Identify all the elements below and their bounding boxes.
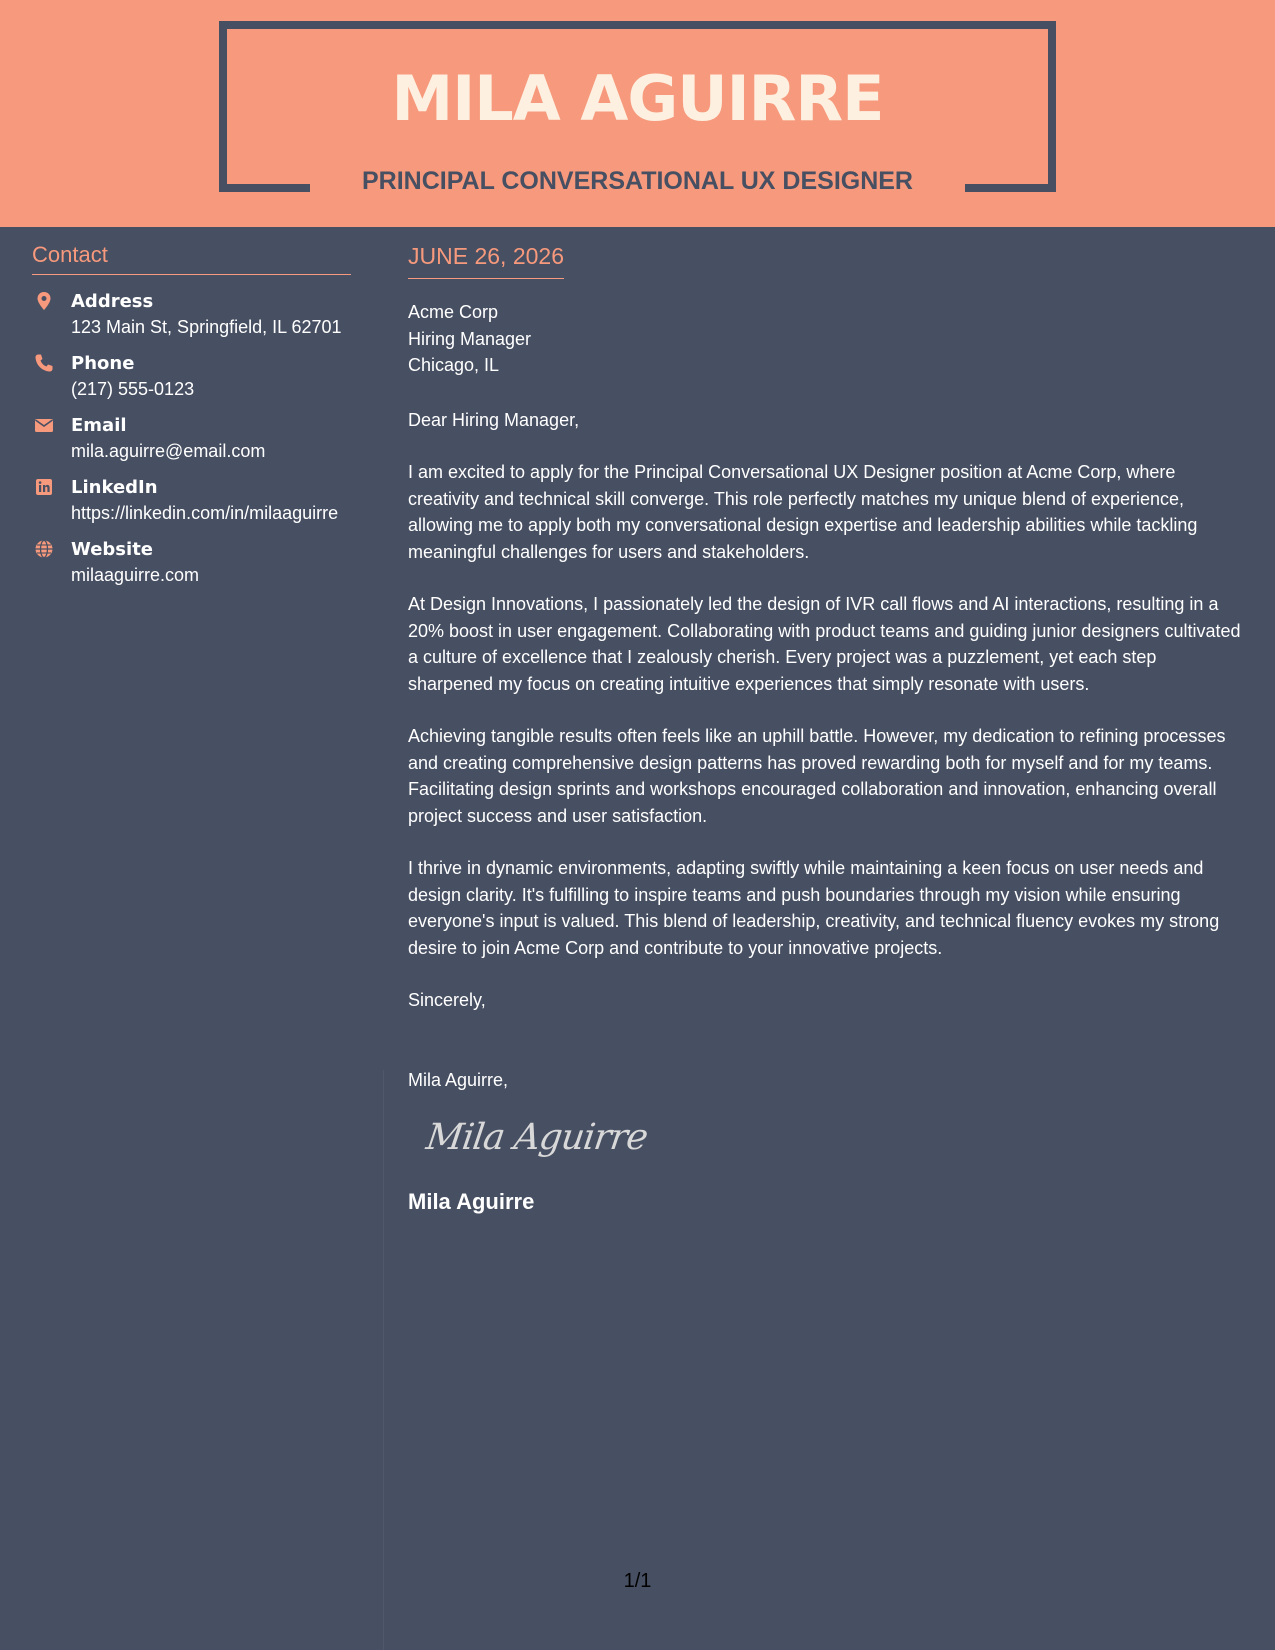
closing: Sincerely, [408,990,486,1010]
contact-website [32,537,351,587]
contact-label: LinkedIn [71,477,158,498]
handwritten-signature: Mila Aguirre [423,1117,650,1158]
contact-value: mila.aguirre@email.com [71,441,266,461]
contact-linkedin [32,475,351,525]
salutation: Dear Hiring Manager, [408,409,580,430]
recipient-role: Hiring Manager [408,328,532,349]
contact-email [32,413,351,463]
contact-sidebar [32,242,351,587]
envelope-icon [34,415,54,435]
candidate-name: MILA AGUIRRE [391,62,884,135]
letter-paragraph: Achieving tangible results often feels like an uphill battle. However, my dedication to refining processes and creating comprehensive design patterns has proved rewarding both for myself and for my teams. Facilitating design sprints and workshops encouraged collaboration and innovation, enhancing overall project success and user satisfaction. [408,726,1226,826]
letter-paragraph: I am excited to apply for the Principal Conversational UX Designer position at Acme Corp, where creativity and technical skill converge. This role perfectly matches my unique blend of experience, allowing me to apply both my conversational design expertise and leadership abilities while tackling meaningful challenges for users and stakeholders. [408,462,1198,562]
letter-paragraph: At Design Innovations, I passionately led the design of IVR call flows and AI interactions, resulting in a 20% boost in user engagement. Collaborating with product teams and guiding junior designers cultivated a culture of excellence that I zealously cherish. Every project was a puzzlement, yet each step sharpened my focus on creating intuitive experiences that simply resonate with users. [408,594,1241,694]
column-divider [383,1070,384,1650]
contact-address [32,289,351,339]
contact-value: (217) 555-0123 [71,379,195,399]
letter-paragraph: I thrive in dynamic environments, adapting swiftly while maintaining a keen focus on user needs and design clarity. It's fulfilling to inspire teams and push boundaries through my vision while ensuring everyone's input is valued. This blend of leadership, creativity, and technical fluency evokes my strong desire to join Acme Corp and contribute to your innovative projects. [408,858,1220,958]
letter-date: JUNE 26, 2026 [408,243,564,279]
contact-heading: Contact [32,242,351,275]
contact-value[interactable]: milaaguirre.com [71,565,200,585]
linkedin-icon [34,477,54,497]
contact-label: Phone [71,353,135,374]
page-number: 1/1 [623,1570,652,1592]
phone-icon [34,353,54,373]
contact-value: 123 Main St, Springfield, IL 62701 [71,317,342,337]
frame-top-border [219,21,1056,29]
signature-name: Mila Aguirre [408,1189,535,1214]
signoff-name: Mila Aguirre, [408,1069,509,1090]
map-pin-icon [34,291,54,311]
globe-icon [34,539,54,559]
recipient-block [408,299,1246,379]
contact-label: Email [71,415,127,436]
letter-body [408,243,1246,1215]
header-banner [0,0,1275,227]
contact-label: Address [71,291,154,312]
contact-value[interactable]: https://linkedin.com/in/milaaguirre [71,503,339,523]
job-title: PRINCIPAL CONVERSATIONAL UX DESIGNER [362,167,913,195]
recipient-company: Acme Corp [408,302,499,322]
contact-label: Website [71,539,154,560]
recipient-location: Chicago, IL [408,355,500,375]
contact-phone [32,351,351,401]
